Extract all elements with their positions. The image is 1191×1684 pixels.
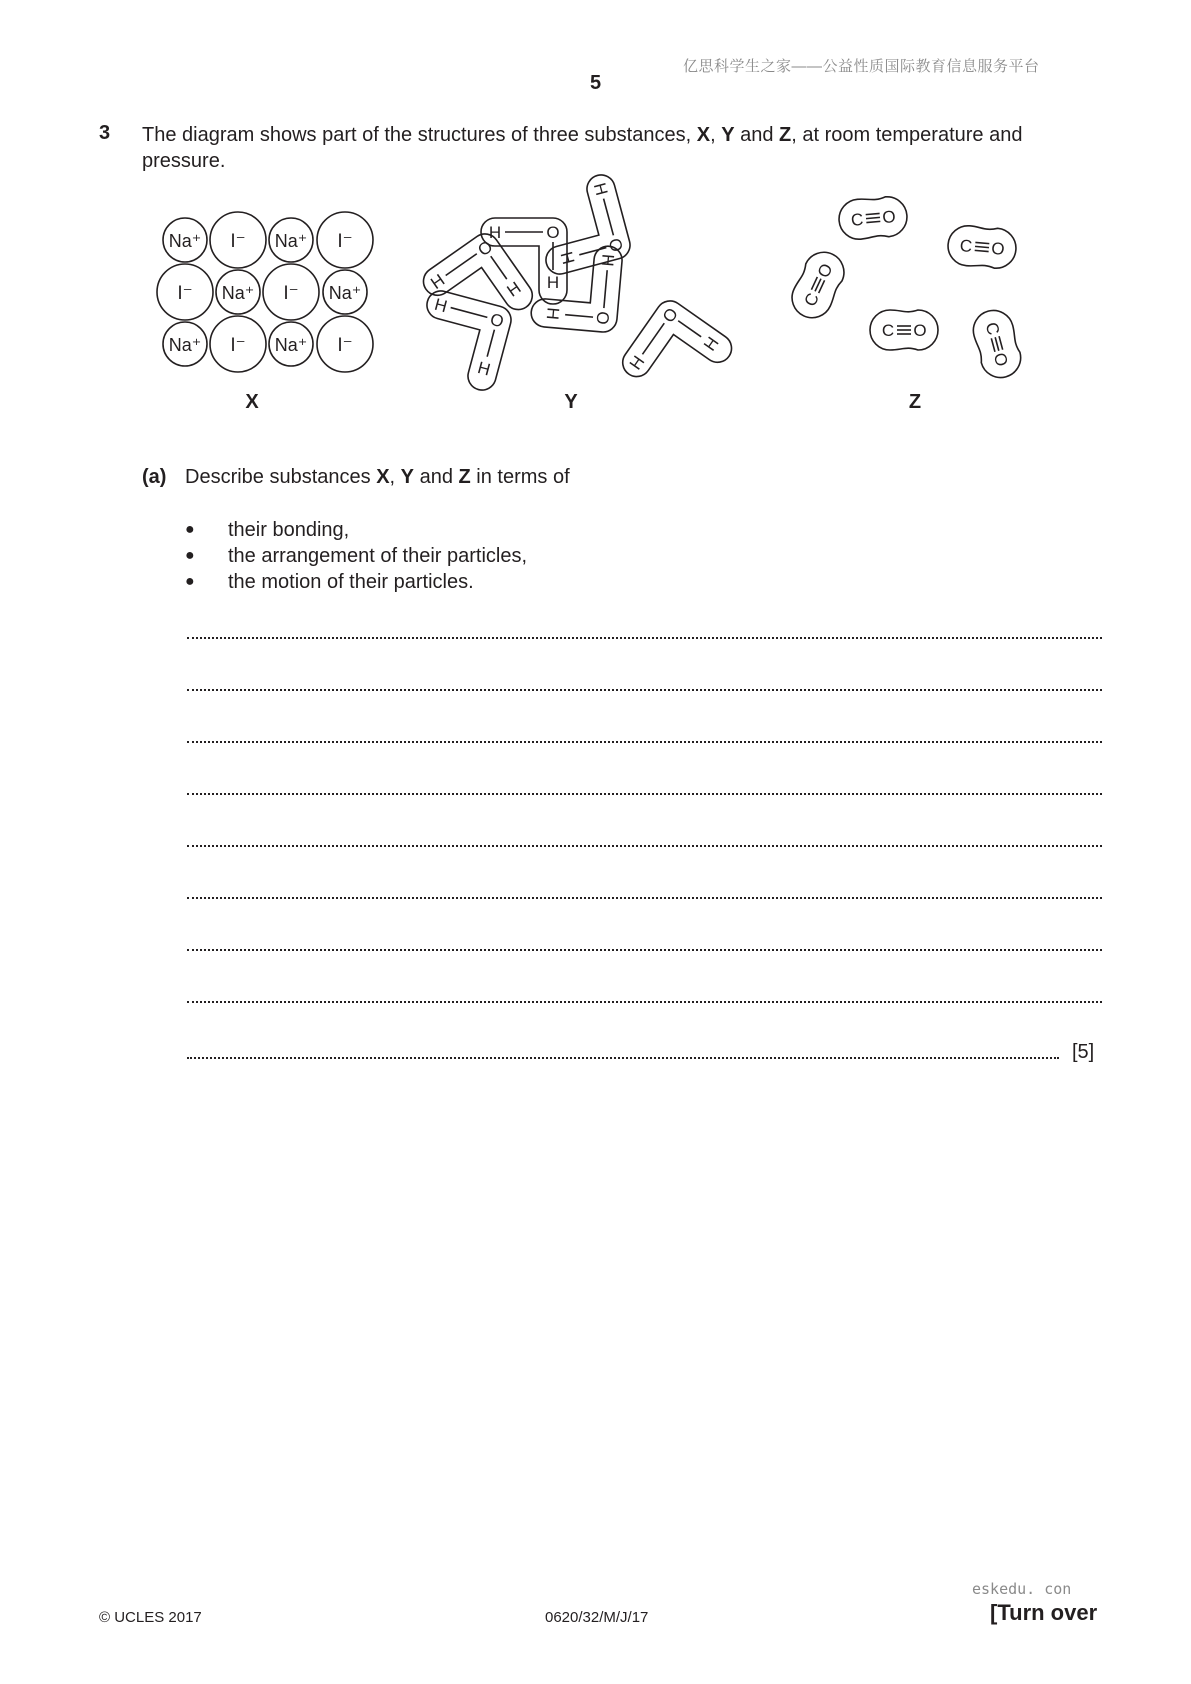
page-number: 5 [589,72,602,94]
ion-label: Na⁺ [274,231,308,251]
oxygen-label: O [592,310,613,326]
ion-label: Na⁺ [168,231,202,251]
oxygen-label: O [989,350,1012,369]
sodium-ion [323,270,367,314]
footer-copyright: © UCLES 2017 [99,1609,202,1626]
answer-line[interactable] [187,689,1102,691]
water-molecule [409,288,514,393]
ion-label: I⁻ [177,283,193,304]
ion-label: I⁻ [337,231,353,252]
answer-line[interactable] [187,637,1102,639]
oxygen-label: O [604,236,627,254]
bullet-item: ● the motion of their particles. [185,569,527,595]
answer-line[interactable] [187,1057,1059,1059]
answer-line[interactable] [187,793,1102,795]
hydrogen-label: H [503,278,525,301]
water-molecules-y [409,172,737,415]
co-molecule [786,246,851,325]
oxygen-label: O [658,304,682,327]
sodium-ion [269,218,313,262]
hydrogen-label: H [475,358,493,380]
turn-over-text: [Turn over [990,1600,1098,1625]
site-watermark: eskedu. con [972,1580,1072,1598]
sodium-ion [163,322,207,366]
bullet-item: ● their bonding, [185,517,527,543]
iodide-ion [317,316,373,372]
part-a-label: (a) [142,466,167,488]
label-z: Z [908,391,922,413]
oxygen-label: O [546,223,560,242]
label-y: Y [564,391,578,413]
ion-label: Na⁺ [221,283,255,303]
ion-label: I⁻ [283,283,299,304]
hydrogen-label: H [556,249,578,267]
water-molecule [617,296,737,416]
bullet-item: ● the arrangement of their particles, [185,543,527,569]
answer-line[interactable] [187,741,1102,743]
oxygen-label: O [913,321,927,340]
hydrogen-label: H [597,253,618,268]
footer-code: 0620/32/M/J/17 [545,1609,649,1626]
iodide-ion [210,316,266,372]
watermark-text: 亿思科学生之家——公益性质国际教育信息服务平台 [683,58,1040,75]
structures-diagram [140,180,1080,440]
ion-label: Na⁺ [168,335,202,355]
part-a-text: Describe substances X, Y and Z in terms of [185,466,570,488]
question-number: 3 [99,122,111,144]
hydrogen-label: H [625,352,649,374]
carbon-label: C [881,321,895,340]
hydrogen-label: H [427,270,449,293]
hydrogen-label: H [542,306,563,321]
answer-line[interactable] [187,949,1102,951]
hydrogen-label: H [589,180,612,198]
hydrogen-label: H [432,294,450,317]
iodide-ion [157,264,213,320]
iodide-ion [210,212,266,268]
oxygen-label: O [990,238,1006,259]
hydrogen-label: H [700,333,723,355]
sodium-ion [269,322,313,366]
iodide-ion [317,212,373,268]
sodium-ion [163,218,207,262]
hydrogen-label: H [488,223,502,242]
carbon-label: C [800,290,823,310]
co-molecule [946,224,1017,270]
answer-line[interactable] [187,845,1102,847]
oxygen-label: O [488,309,506,332]
ion-label: I⁻ [337,335,353,356]
ion-label: I⁻ [230,335,246,356]
ion-label: Na⁺ [328,283,362,303]
sodium-ion [216,270,260,314]
lattice-x [157,212,373,372]
ion-label: Na⁺ [274,335,308,355]
oxygen-label: O [881,207,897,228]
oxygen-label: O [474,236,497,260]
oxygen-label: O [813,260,837,281]
ion-label: I⁻ [230,231,246,252]
label-x: X [245,391,259,413]
hydrogen-label: H [546,273,560,292]
answer-line[interactable] [187,897,1102,899]
carbon-label: C [850,209,865,230]
co-molecule [870,310,938,350]
co-molecule [969,306,1025,382]
co-molecule [837,195,908,241]
carbon-label: C [959,236,973,257]
question-text: The diagram shows part of the structures of three substances, X, Y and Z, at room temperature and pressure. [142,124,1023,172]
answer-line[interactable] [187,1001,1102,1003]
co-molecules-z [786,195,1026,382]
marks-badge: [5] [1072,1041,1095,1063]
carbon-label: C [981,320,1004,338]
iodide-ion [263,264,319,320]
part-a-bullets [185,517,527,595]
